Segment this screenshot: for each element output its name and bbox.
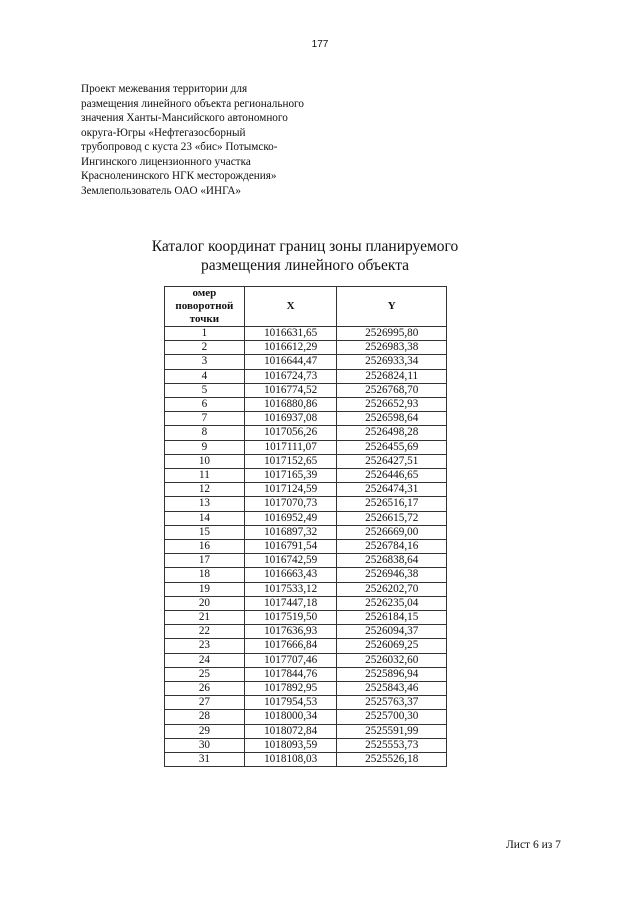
- y-cell: 2526838,64: [337, 554, 447, 568]
- table-body: [165, 327, 447, 767]
- catalog-title: [0, 237, 610, 275]
- point-number-cell: 28: [165, 710, 245, 724]
- point-number-cell: 7: [165, 412, 245, 426]
- y-cell: 2525700,30: [337, 710, 447, 724]
- x-cell: 1016880,86: [244, 398, 337, 412]
- y-cell: 2526032,60: [337, 653, 447, 667]
- point-number-cell: 27: [165, 696, 245, 710]
- y-cell: 2526446,65: [337, 469, 447, 483]
- point-number-cell: 2: [165, 341, 245, 355]
- x-cell: 1018000,34: [244, 710, 337, 724]
- y-cell: 2526184,15: [337, 611, 447, 625]
- table-row: [165, 426, 447, 440]
- table-row: [165, 724, 447, 738]
- x-cell: 1017447,18: [244, 596, 337, 610]
- project-header: [81, 82, 381, 198]
- point-number-cell: 24: [165, 653, 245, 667]
- y-cell: 2526669,00: [337, 525, 447, 539]
- table-row: [165, 568, 447, 582]
- x-cell: 1016897,32: [244, 525, 337, 539]
- x-cell: 1016791,54: [244, 540, 337, 554]
- header-line: Ингинского лицензионного участка: [81, 155, 251, 168]
- y-cell: 2526933,34: [337, 355, 447, 369]
- x-cell: 1016742,59: [244, 554, 337, 568]
- x-cell: 1018093,59: [244, 738, 337, 752]
- y-cell: 2526768,70: [337, 383, 447, 397]
- table-row: [165, 483, 447, 497]
- table-row: [165, 511, 447, 525]
- table-row: [165, 454, 447, 468]
- header-line: Проект межевания территории для: [81, 83, 248, 95]
- table-row: [165, 383, 447, 397]
- point-header-line: точки: [189, 313, 220, 325]
- coordinates-table: [164, 286, 447, 767]
- point-header-line: поворотной: [175, 300, 234, 312]
- point-number-cell: 25: [165, 667, 245, 681]
- table-header-row: [165, 287, 447, 327]
- y-cell: 2526652,93: [337, 398, 447, 412]
- y-cell: 2525763,37: [337, 696, 447, 710]
- y-cell: 2525896,94: [337, 667, 447, 681]
- table-row: [165, 440, 447, 454]
- table-row: [165, 369, 447, 383]
- table-row: [165, 540, 447, 554]
- point-number-cell: 15: [165, 525, 245, 539]
- point-number-cell: 6: [165, 398, 245, 412]
- x-cell: 1016724,73: [244, 369, 337, 383]
- point-number-cell: 4: [165, 369, 245, 383]
- x-cell: 1017165,39: [244, 469, 337, 483]
- y-cell: 2526202,70: [337, 582, 447, 596]
- x-cell: 1017844,76: [244, 667, 337, 681]
- point-number-cell: 8: [165, 426, 245, 440]
- point-number-cell: 26: [165, 682, 245, 696]
- point-number-cell: 11: [165, 469, 245, 483]
- x-cell: 1017056,26: [244, 426, 337, 440]
- y-cell: 2525591,99: [337, 724, 447, 738]
- y-cell: 2526598,64: [337, 412, 447, 426]
- table-row: [165, 611, 447, 625]
- x-cell: 1017111,07: [244, 440, 337, 454]
- table-row: [165, 469, 447, 483]
- catalog-title-line: Каталог координат границ зоны планируемого: [151, 238, 459, 255]
- point-number-cell: 17: [165, 554, 245, 568]
- x-cell: 1017519,50: [244, 611, 337, 625]
- table-row: [165, 653, 447, 667]
- y-cell: 2526946,38: [337, 568, 447, 582]
- table-row: [165, 639, 447, 653]
- table-row: [165, 582, 447, 596]
- header-line: значения Ханты-Мансийского автономного: [81, 112, 288, 124]
- x-cell: 1017707,46: [244, 653, 337, 667]
- x-cell: 1017533,12: [244, 582, 337, 596]
- y-cell: 2526824,11: [337, 369, 447, 383]
- table-row: [165, 667, 447, 681]
- point-number-cell: 12: [165, 483, 245, 497]
- x-cell: 1016644,47: [244, 355, 337, 369]
- point-header-line: омер: [192, 287, 217, 299]
- point-number-cell: 29: [165, 724, 245, 738]
- point-number-cell: 5: [165, 383, 245, 397]
- table-row: [165, 753, 447, 767]
- table-row: [165, 525, 447, 539]
- header-line: Красноленинского НГК месторождения»: [81, 170, 277, 182]
- x-cell: 1018072,84: [244, 724, 337, 738]
- x-cell: 1017070,73: [244, 497, 337, 511]
- y-header: Y: [337, 287, 447, 327]
- table-row: [165, 696, 447, 710]
- point-number-cell: 18: [165, 568, 245, 582]
- y-cell: 2525843,46: [337, 682, 447, 696]
- y-cell: 2526983,38: [337, 341, 447, 355]
- table-row: [165, 497, 447, 511]
- y-cell: 2525553,73: [337, 738, 447, 752]
- header-line: округа-Югры «Нефтегазосборный: [81, 126, 246, 139]
- y-cell: 2526094,37: [337, 625, 447, 639]
- y-cell: 2526784,16: [337, 540, 447, 554]
- y-cell: 2526069,25: [337, 639, 447, 653]
- point-number-header: [165, 287, 245, 327]
- point-number-cell: 13: [165, 497, 245, 511]
- x-cell: 1016937,08: [244, 412, 337, 426]
- x-cell: 1017124,59: [244, 483, 337, 497]
- point-number-cell: 14: [165, 511, 245, 525]
- x-cell: 1016952,49: [244, 511, 337, 525]
- x-header: X: [244, 287, 337, 327]
- table-row: [165, 554, 447, 568]
- x-cell: 1017636,93: [244, 625, 337, 639]
- table-row: [165, 341, 447, 355]
- header-line: Землепользователь ОАО «ИНГА»: [81, 184, 242, 197]
- y-cell: 2526498,28: [337, 426, 447, 440]
- table-row: [165, 412, 447, 426]
- y-cell: 2526615,72: [337, 511, 447, 525]
- point-number-cell: 31: [165, 753, 245, 767]
- point-number-cell: 21: [165, 611, 245, 625]
- y-cell: 2526516,17: [337, 497, 447, 511]
- y-cell: 2525526,18: [337, 753, 447, 767]
- header-line: трубопровод с куста 23 «бис» Потымско-: [81, 141, 278, 153]
- table-row: [165, 625, 447, 639]
- point-number-cell: 30: [165, 738, 245, 752]
- x-cell: 1017892,95: [244, 682, 337, 696]
- x-cell: 1016631,65: [244, 327, 337, 341]
- point-number-cell: 1: [165, 327, 245, 341]
- y-cell: 2526474,31: [337, 483, 447, 497]
- header-line: размещения линейного объекта регионального: [81, 97, 304, 110]
- x-cell: 1017152,65: [244, 454, 337, 468]
- point-number-cell: 22: [165, 625, 245, 639]
- point-number-cell: 3: [165, 355, 245, 369]
- x-cell: 1017954,53: [244, 696, 337, 710]
- point-number-cell: 9: [165, 440, 245, 454]
- point-number-cell: 10: [165, 454, 245, 468]
- point-number-cell: 19: [165, 582, 245, 596]
- x-cell: 1016663,43: [244, 568, 337, 582]
- y-cell: 2526995,80: [337, 327, 447, 341]
- table-row: [165, 738, 447, 752]
- x-cell: 1016774,52: [244, 383, 337, 397]
- table-row: [165, 710, 447, 724]
- y-cell: 2526427,51: [337, 454, 447, 468]
- catalog-title-line: размещения линейного объекта: [200, 257, 410, 274]
- point-number-cell: 16: [165, 540, 245, 554]
- table-row: [165, 398, 447, 412]
- point-number-cell: 20: [165, 596, 245, 610]
- table-row: [165, 327, 447, 341]
- table-row: [165, 596, 447, 610]
- table-row: [165, 355, 447, 369]
- x-cell: 1016612,29: [244, 341, 337, 355]
- x-cell: 1018108,03: [244, 753, 337, 767]
- table-row: [165, 682, 447, 696]
- y-cell: 2526455,69: [337, 440, 447, 454]
- sheet-footer: Лист 6 из 7: [506, 839, 561, 851]
- x-cell: 1017666,84: [244, 639, 337, 653]
- page-number: 177: [311, 39, 329, 50]
- point-number-cell: 23: [165, 639, 245, 653]
- y-cell: 2526235,04: [337, 596, 447, 610]
